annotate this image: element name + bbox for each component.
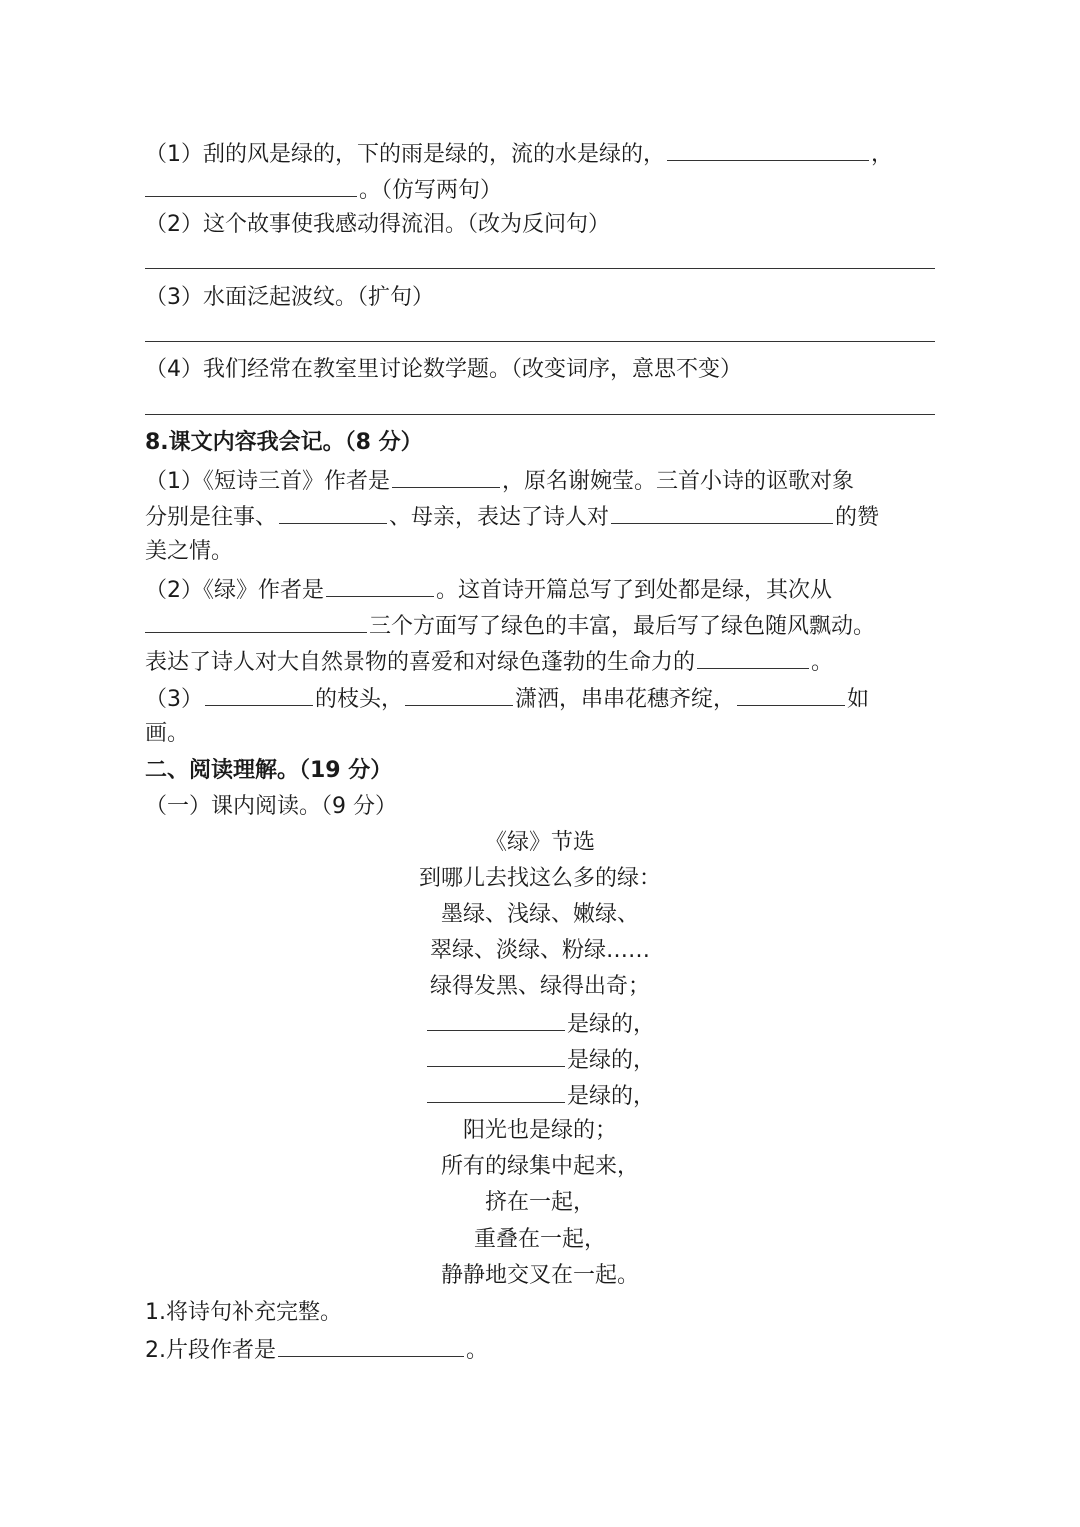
- part2-heading: 二、阅读理解。（19 分）: [145, 758, 393, 783]
- answer-blank[interactable]: [667, 138, 869, 161]
- q8-l1b: ，原名谢婉莹。三首小诗的讴歌对象: [502, 469, 855, 494]
- q7-s3: （3）水面泛起波纹。（扩句）: [145, 285, 434, 310]
- reading-q1: 1.将诗句补充完整。: [145, 1300, 342, 1325]
- poem-blank-suffix: 是绿的，: [566, 1012, 655, 1037]
- q8-l7b: 的枝头，: [315, 687, 404, 712]
- poem-blank-line: [0, 1080, 1080, 1110]
- poem-line: 静静地交叉在一起。: [440, 1263, 639, 1288]
- q8-l7c: 潇洒，串串花穗齐绽，: [515, 687, 736, 712]
- answer-blank[interactable]: [392, 465, 500, 488]
- q8-l4b: 。这首诗开篇总写了到处都是绿，其次从: [436, 578, 833, 603]
- answer-blank[interactable]: [205, 683, 313, 706]
- answer-blank[interactable]: [279, 501, 387, 524]
- answer-blank[interactable]: [278, 1334, 464, 1357]
- q8-l2c: 的赞: [835, 505, 880, 530]
- q7-s1-text: （1）刮的风是绿的，下的雨是绿的，流的水是绿的，: [145, 142, 665, 167]
- q8-l2b: 、母亲，表达了诗人对: [389, 505, 610, 530]
- poem-title: 《绿》节选: [484, 830, 595, 855]
- answer-blank[interactable]: [427, 1080, 565, 1103]
- answer-line[interactable]: [145, 341, 935, 342]
- poem-blank-line: [0, 1008, 1080, 1038]
- q8-line7: [145, 683, 869, 713]
- q7-s1-comma: ，: [871, 142, 894, 167]
- q8-line4: [145, 574, 832, 604]
- q8-l5: 三个方面写了绿色的丰富，最后写了绿色随风飘动。: [369, 614, 876, 639]
- answer-line[interactable]: [145, 268, 935, 269]
- q7-s2: （2）这个故事使我感动得流泪。（改为反问句）: [145, 212, 610, 237]
- part2-sub: （一）课内阅读。（9 分）: [145, 794, 397, 819]
- poem-blank-line: [0, 1044, 1080, 1074]
- answer-blank[interactable]: [737, 683, 845, 706]
- q8-line1: [145, 465, 854, 495]
- poem-line: 所有的绿集中起来，: [440, 1154, 639, 1179]
- q8-line2: [145, 501, 879, 531]
- reading-q2a: 2.片段作者是: [145, 1338, 276, 1363]
- answer-line[interactable]: [145, 414, 935, 415]
- answer-blank[interactable]: [145, 610, 367, 633]
- poem-line: 挤在一起，: [484, 1190, 595, 1215]
- poem-line: 到哪儿去找这么多的绿：: [418, 866, 661, 891]
- q8-l6b: 。: [811, 650, 834, 675]
- poem-line: 阳光也是绿的；: [462, 1118, 617, 1143]
- q8-l7d: 如: [847, 687, 870, 712]
- answer-blank[interactable]: [611, 501, 833, 524]
- q7-s1-line2: [145, 174, 502, 204]
- q8-line6: [145, 646, 833, 676]
- q8-l1a: （1）《短诗三首》作者是: [145, 469, 390, 494]
- q8-l6a: 表达了诗人对大自然景物的喜爱和对绿色蓬勃的生命力的: [145, 650, 696, 675]
- poem-line: 墨绿、浅绿、嫩绿、: [440, 902, 639, 927]
- q8-l3: 美之情。: [145, 539, 234, 564]
- answer-blank[interactable]: [427, 1008, 565, 1031]
- reading-q2-line: [145, 1334, 488, 1364]
- q7-s4: （4）我们经常在教室里讨论数学题。（改变词序，意思不变）: [145, 357, 742, 382]
- q8-heading: 8.课文内容我会记。（8 分）: [145, 430, 423, 455]
- answer-blank[interactable]: [405, 683, 513, 706]
- q8-l4a: （2）《绿》作者是: [145, 578, 324, 603]
- poem-line: 绿得发黑、绿得出奇；: [429, 974, 650, 999]
- q7-s1-line: [145, 138, 893, 168]
- poem-line: 翠绿、淡绿、粉绿……: [429, 938, 650, 963]
- answer-blank[interactable]: [697, 646, 809, 669]
- answer-blank[interactable]: [326, 574, 434, 597]
- q8-l7a: （3）: [145, 687, 203, 712]
- q8-line5: [145, 610, 875, 640]
- poem-blank-suffix: 是绿的，: [566, 1048, 655, 1073]
- q8-l8: 画。: [145, 721, 190, 746]
- poem-blank-suffix: 是绿的，: [566, 1084, 655, 1109]
- answer-blank[interactable]: [427, 1044, 565, 1067]
- poem-line: 重叠在一起，: [473, 1227, 606, 1252]
- reading-q2b: 。: [466, 1338, 489, 1363]
- q8-l2a: 分别是往事、: [145, 505, 278, 530]
- answer-blank[interactable]: [145, 174, 357, 197]
- q7-s1-end: 。（仿写两句）: [359, 178, 503, 203]
